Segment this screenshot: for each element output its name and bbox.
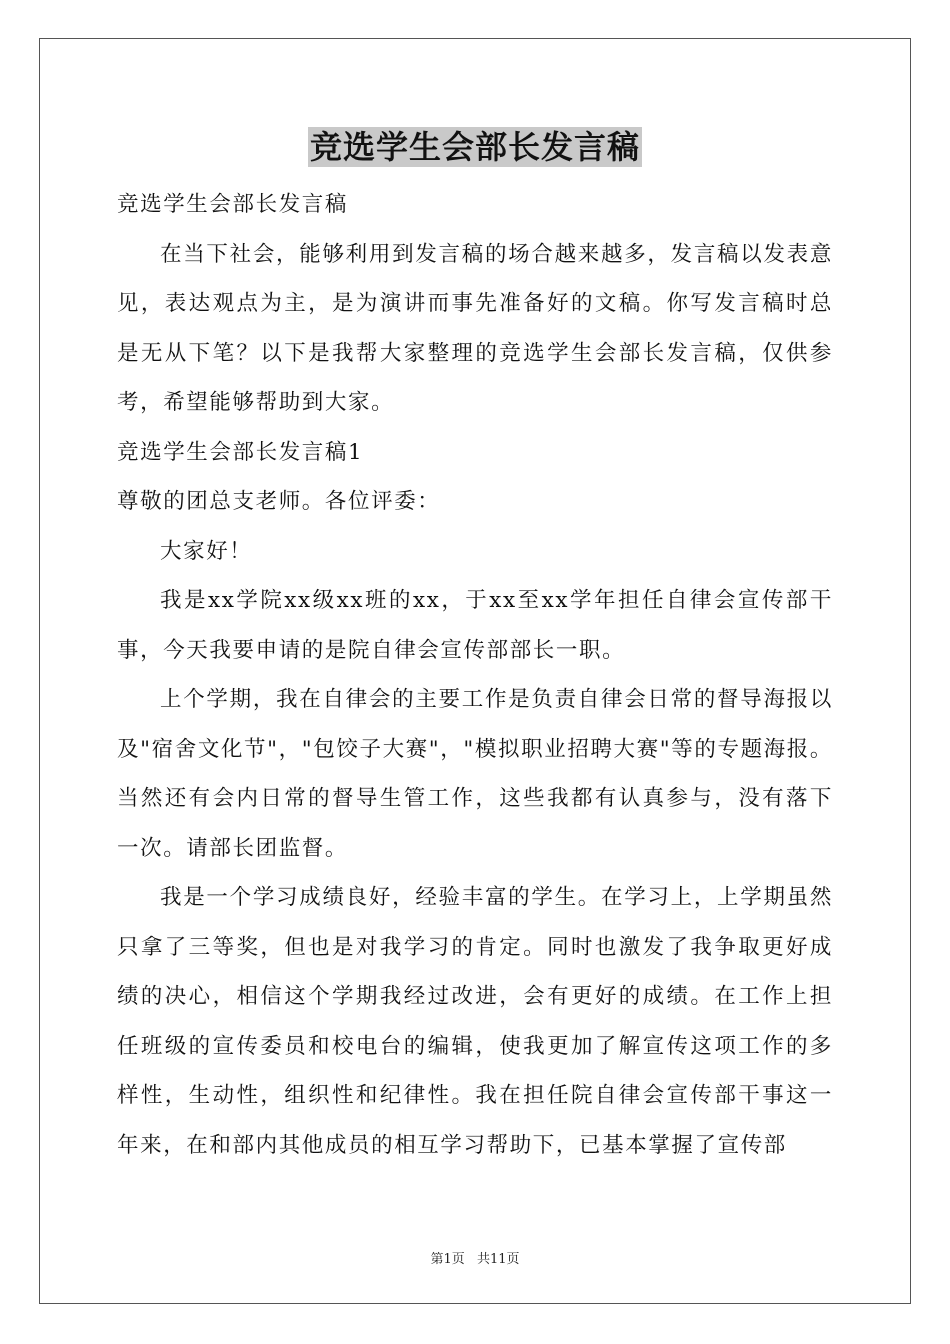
document-body: [117, 180, 833, 1170]
paragraph-qualifications: 我是一个学习成绩良好，经验丰富的学生。在学习上，上学期虽然只拿了三等奖，但也是对我学习的肯定。同时也激发了我争取更好成绩的决心，相信这个学期我经过改进，会有更好的成绩。在工作上担任班级的宣传委员和校电台的编辑，使我更加了解宣传这项工作的多样性，生动性，组织性和纪律性。我在担任院自律会宣传部干事这一年来，在和部内其他成员的相互学习帮助下，已基本掌握了宣传部: [117, 885, 833, 1158]
paragraph-salutation: 尊敬的团总支老师。各位评委：: [117, 489, 441, 514]
page-number: 第1页: [430, 1252, 465, 1267]
page-total: 共11页: [476, 1252, 520, 1267]
paragraph-heading: 竞选学生会部长发言稿: [117, 192, 349, 217]
title-container: [0, 127, 950, 167]
paragraph-self-intro: 我是xx学院xx级xx班的xx，于xx至xx学年担任自律会宣传部干事，今天我要申请的是院自律会宣传部部长一职。: [117, 588, 833, 663]
page-footer: [0, 1248, 950, 1267]
paragraph-past-work: 上个学期，我在自律会的主要工作是负责自律会日常的督导海报以及"宿舍文化节"，"包饺子大赛"，"模拟职业招聘大赛"等的专题海报。当然还有会内日常的督导生管工作，这些我都有认真参与，没有落下一次。请部长团监督。: [117, 687, 833, 861]
paragraph-greeting: 大家好！: [160, 538, 253, 564]
paragraph-intro: 在当下社会，能够利用到发言稿的场合越来越多，发言稿以发表意见，表达观点为主，是为演讲而事先准备好的文稿。你写发言稿时总是无从下笔？以下是我帮大家整理的竞选学生会部长发言稿，仅供参考，希望能够帮助到大家。: [117, 241, 833, 415]
document-title: 竞选学生会部长发言稿: [309, 128, 640, 166]
paragraph-subheading: 竞选学生会部长发言稿1: [117, 439, 364, 465]
